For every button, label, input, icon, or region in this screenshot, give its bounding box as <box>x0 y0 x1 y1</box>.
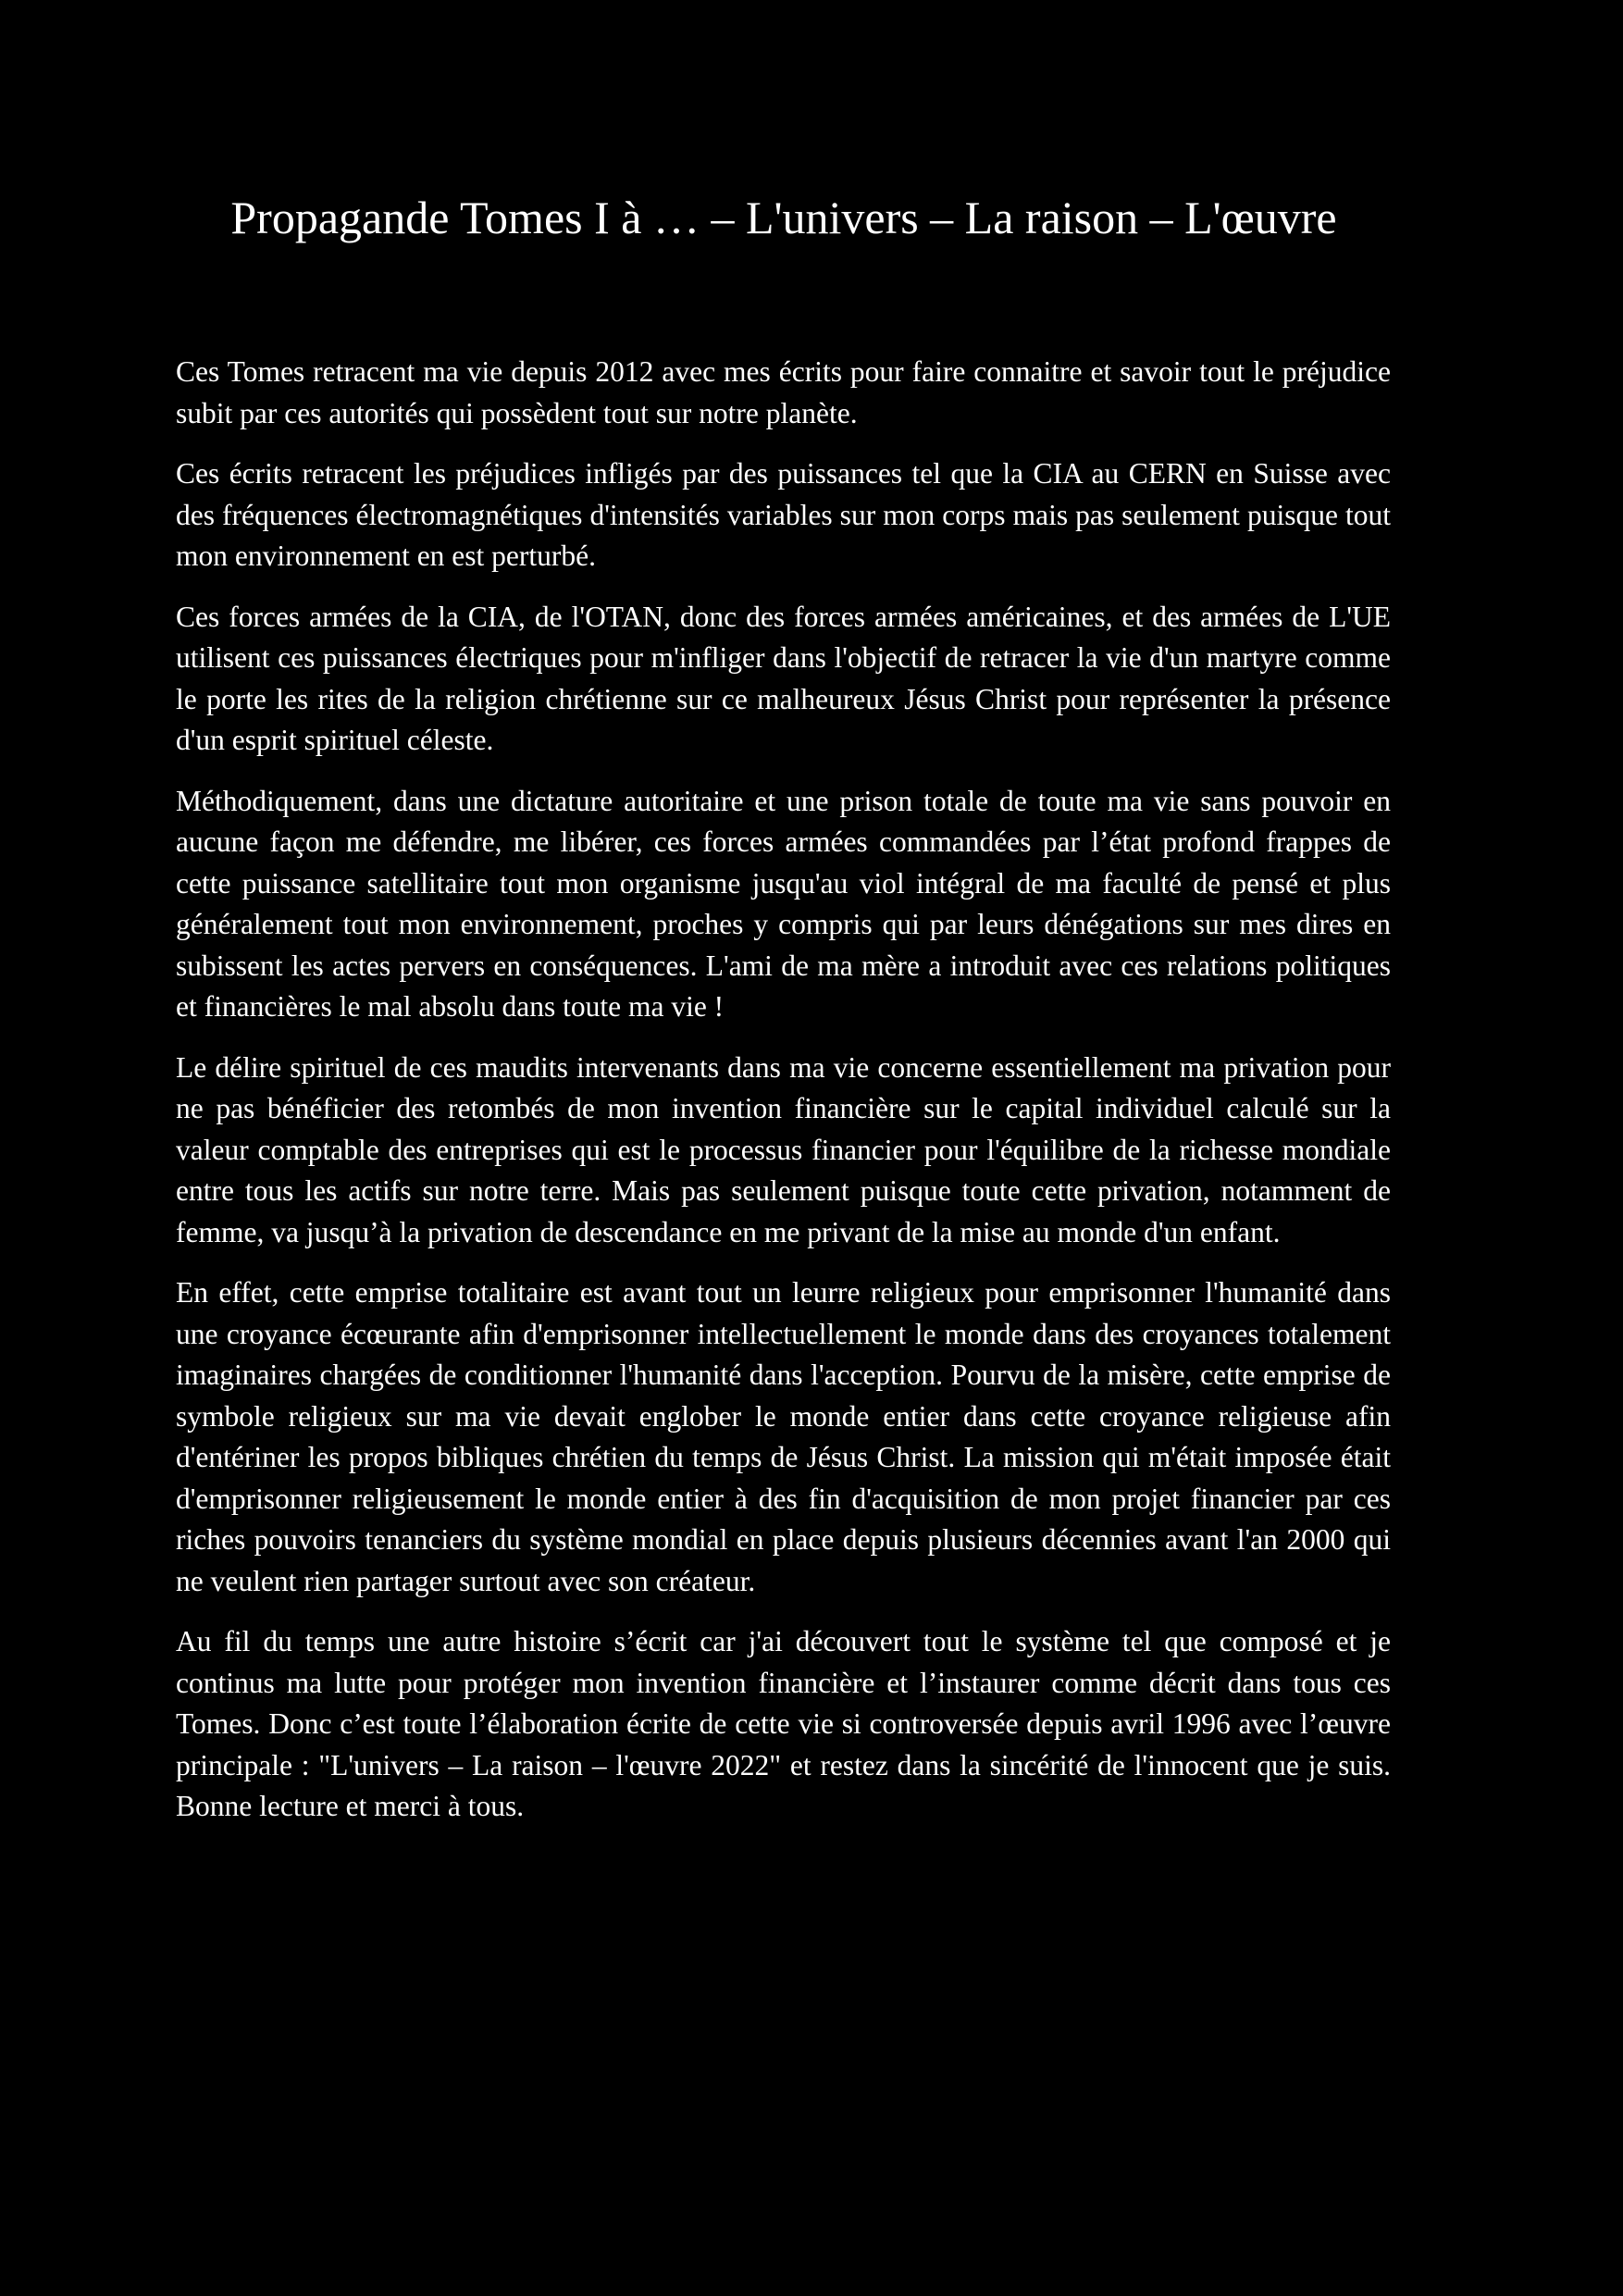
paragraph-7: Au fil du temps une autre histoire s’écrit car j'ai découvert tout le système tel que composé et je continus ma lutte pour protéger mon invention financière et l’instaurer comme décrit dans tous ces Tomes. Donc c’est toute l’élaboration écrite de cette vie si controversée depuis avril 1996 avec l’œuvre principale : "L'univers – La raison – l'œuvre 2022" et restez dans la sincérité de l'innocent que je suis. Bonne lecture et merci à tous. <box>176 1625 1391 1822</box>
paragraph-2: Ces écrits retracent les préjudices infligés par des puissances tel que la CIA au CERN en Suisse avec des fréquences électromagnétiques d'intensités variables sur mon corps mais pas seulement puisque tout mon environnement en est perturbé. <box>176 457 1391 572</box>
paragraph-5: Le délire spirituel de ces maudits intervenants dans ma vie concerne essentiellement ma privation pour ne pas bénéficier des retombés de mon invention financière sur le capital individuel calculé sur la valeur comptable des entreprises qui est le processus financier pour l'équilibre de la richesse mondiale entre tous les actifs sur notre terre. Mais pas seulement puisque toute cette privation, notamment de femme, va jusqu’à la privation de descendance en me privant de la mise au monde d'un enfant. <box>176 1050 1391 1248</box>
document-title: Propagande Tomes I à … – L'univers – La raison – L'œuvre <box>230 192 1337 243</box>
paragraph-4: Méthodiquement, dans une dictature autoritaire et une prison totale de toute ma vie sans pouvoir en aucune façon me défendre, me libérer, ces forces armées commandées par l’état profond frappes de cette puissance satellitaire tout mon organisme jusqu'au viol intégral de ma faculté de pensé et plus généralement tout mon environnement, proches y compris qui par leurs dénégations sur mes dires en subissent les actes pervers en conséquences. L'ami de ma mère a introduit avec ces relations politiques et financières le mal absolu dans toute ma vie ! <box>176 784 1391 1023</box>
paragraph-3: Ces forces armées de la CIA, de l'OTAN, donc des forces armées américaines, et des armées de L'UE utilisent ces puissances électriques pour m'infliger dans l'objectif de retracer la vie d'un martyre comme le porte les rites de la religion chrétienne sur ce malheureux Jésus Christ pour représenter la présence d'un esprit spirituel céleste. <box>176 600 1391 756</box>
document-body <box>176 352 1391 1847</box>
paragraph-6: En effet, cette emprise totalitaire est avant tout un leurre religieux pour emprisonner l'humanité dans une croyance écœurante afin d'emprisonner intellectuellement le monde dans des croyances totalement imaginaires chargées de conditionner l'humanité dans l'acception. Pourvu de la misère, cette emprise de symbole religieux sur ma vie devait englober le monde entier dans cette croyance religieuse afin d'entériner les propos bibliques chrétien du temps de Jésus Christ. La mission qui m'était imposée était d'emprisonner religieusement le monde entier à des fin d'acquisition de mon projet financier par ces riches pouvoirs tenanciers du système mondial en place depuis plusieurs décennies avant l'an 2000 qui ne veulent rien partager surtout avec son créateur. <box>176 1276 1391 1597</box>
paragraph-1: Ces Tomes retracent ma vie depuis 2012 avec mes écrits pour faire connaitre et savoir tout le préjudice subit par ces autorités qui possèdent tout sur notre planète. <box>176 355 1391 429</box>
